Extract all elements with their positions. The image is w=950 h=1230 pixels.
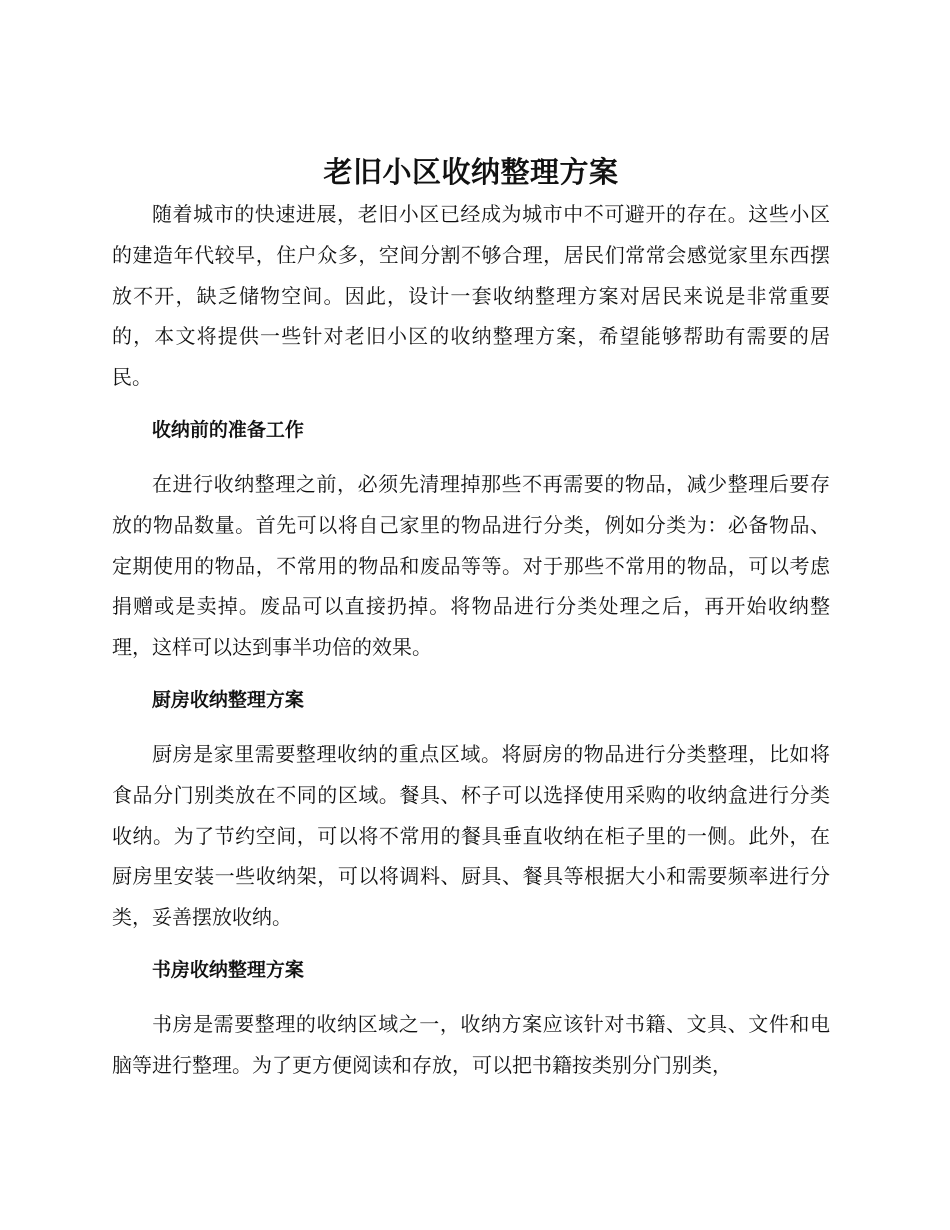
document-page (112, 150, 830, 1086)
section-heading-kitchen: 厨房收纳整理方案 (151, 688, 304, 711)
document-title: 老旧小区收纳整理方案 (323, 155, 619, 189)
section-heading-preparation: 收纳前的准备工作 (151, 418, 304, 441)
section-body-kitchen: 厨房是家里需要整理收纳的重点区域。将厨房的物品进行分类整理，比如将食品分门别类放在不同的区域。餐具、杯子可以选择使用采购的收纳盒进行分类收纳。为了节约空间，可以将不常用的餐具垂直收纳在柜子里的一侧。此外，在厨房里安装一些收纳架，可以将调料、厨具、餐具等根据大小和需要频率进行分类，妥善摆放收纳。 (112, 741, 830, 930)
intro-paragraph: 随着城市的快速进展，老旧小区已经成为城市中不可避开的存在。这些小区的建造年代较早，住户众多，空间分割不够合理，居民们常常会感觉家里东西摆放不开，缺乏储物空间。因此，设计一套收纳整理方案对居民来说是非常重要的，本文将提供一些针对老旧小区的收纳整理方案，希望能够帮助有需要的居民。 (112, 202, 830, 390)
section-body-study: 书房是需要整理的收纳区域之一，收纳方案应该针对书籍、文具、文件和电脑等进行整理。为了更方便阅读和存放，可以把书籍按类别分门别类， (112, 1011, 830, 1077)
section-heading-study: 书房收纳整理方案 (151, 958, 304, 981)
section-body-preparation: 在进行收纳整理之前，必须先清理掉那些不再需要的物品，减少整理后要存放的物品数量。首先可以将自己家里的物品进行分类，例如分类为：必备物品、定期使用的物品，不常用的物品和废品等等。对于那些不常用的物品，可以考虑捐赠或是卖掉。废品可以直接扔掉。将物品进行分类处理之后，再开始收纳整理，这样可以达到事半功倍的效果。 (112, 471, 830, 660)
